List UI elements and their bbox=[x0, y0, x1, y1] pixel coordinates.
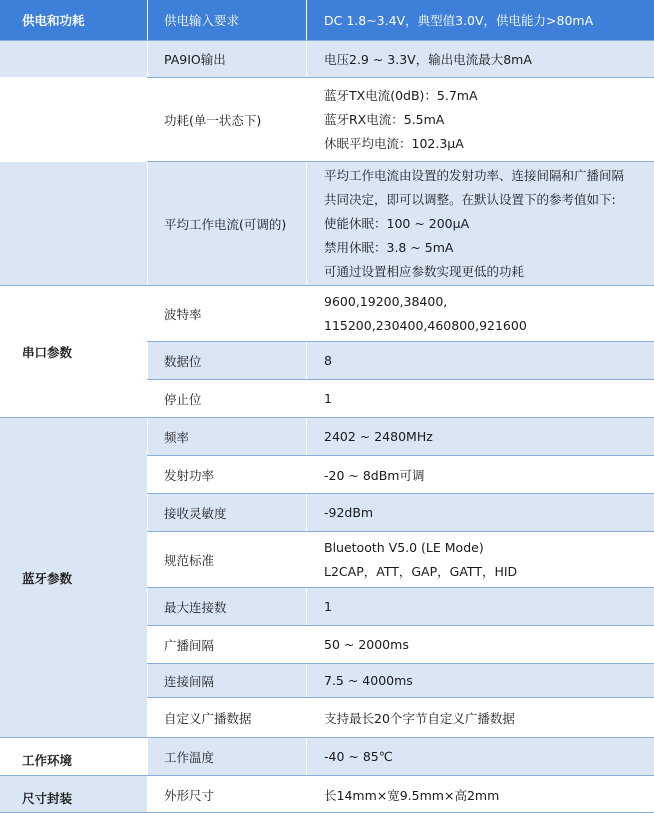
bluetooth-category: 蓝牙参数 bbox=[0, 418, 147, 737]
bt-row-label: 最大连接数 bbox=[147, 588, 306, 625]
row-divider bbox=[147, 531, 654, 532]
power-group-band-2 bbox=[0, 78, 147, 161]
consumption-line: 蓝牙RX电流：5.5mA bbox=[324, 111, 445, 127]
header-param: 供电输入要求 bbox=[147, 0, 306, 40]
power-group-band-1 bbox=[0, 40, 147, 77]
package-category: 尺寸封装 bbox=[0, 776, 147, 813]
bt-row-value: 2402 ~ 2480MHz bbox=[306, 418, 654, 455]
avg-current-line: 平均工作电流由设置的发射功率、连接间隔和广播间隔 bbox=[324, 167, 625, 183]
row-divider bbox=[0, 417, 654, 418]
power-group-band-3 bbox=[0, 162, 147, 285]
bt-row-value: -20 ~ 8dBm可调 bbox=[306, 456, 654, 493]
consumption-label: 功耗(单一状态下) bbox=[147, 78, 306, 161]
value-line: 115200,230400,460800,921600 bbox=[324, 317, 527, 333]
bt-row-label: 广播间隔 bbox=[147, 626, 306, 663]
value-line: 9600,19200,38400, bbox=[324, 293, 448, 309]
serial-row-label: 波特率 bbox=[147, 286, 306, 341]
header-category: 供电和功耗 bbox=[0, 0, 147, 40]
serial-row-label: 停止位 bbox=[147, 380, 306, 417]
avg-current-label: 平均工作电流(可调的) bbox=[147, 162, 306, 285]
bt-row-value: 50 ~ 2000ms bbox=[306, 626, 654, 663]
pa9io-value: 电压2.9 ~ 3.3V，输出电流最大8mA bbox=[306, 40, 654, 77]
avg-current-line: 使能休眠：100 ~ 200μA bbox=[324, 215, 470, 231]
row-divider bbox=[147, 161, 654, 162]
value-line: Bluetooth V5.0 (LE Mode) bbox=[324, 539, 484, 555]
bt-row-label: 连接间隔 bbox=[147, 664, 306, 697]
pa9io-label: PA9IO输出 bbox=[147, 40, 306, 77]
header-value: DC 1.8~3.4V，典型值3.0V，供电能力>80mA bbox=[306, 0, 654, 40]
environment-category: 工作环境 bbox=[0, 738, 147, 775]
serial-category: 串口参数 bbox=[0, 286, 147, 417]
bt-row-value: 7.5 ~ 4000ms bbox=[306, 664, 654, 697]
avg-current-line: 可通过设置相应参数实现更低的功耗 bbox=[324, 263, 525, 279]
avg-current-line: 禁用休眠：3.8 ~ 5mA bbox=[324, 239, 454, 255]
row-divider bbox=[0, 40, 654, 41]
environment-value: -40 ~ 85℃ bbox=[306, 738, 654, 775]
row-divider bbox=[147, 493, 654, 494]
row-divider bbox=[147, 379, 654, 380]
serial-row-value: 1 bbox=[306, 380, 654, 417]
consumption-value bbox=[306, 78, 654, 161]
bt-row-label: 频率 bbox=[147, 418, 306, 455]
bt-row-label: 自定义广播数据 bbox=[147, 698, 306, 737]
bt-row-label: 发射功率 bbox=[147, 456, 306, 493]
bt-row-value: -92dBm bbox=[306, 494, 654, 531]
row-divider bbox=[147, 341, 654, 342]
bt-row-value bbox=[306, 532, 654, 587]
row-divider bbox=[147, 455, 654, 456]
row-divider bbox=[0, 285, 654, 286]
row-divider bbox=[147, 587, 654, 588]
row-divider bbox=[147, 663, 654, 664]
bt-row-value: 1 bbox=[306, 588, 654, 625]
package-value: 长14mm×宽9.5mm×高2mm bbox=[306, 776, 654, 813]
bt-row-value: 支持最长20个字节自定义广播数据 bbox=[306, 698, 654, 737]
consumption-line: 休眠平均电流：102.3μA bbox=[324, 135, 464, 151]
serial-row-value bbox=[306, 286, 654, 341]
bt-row-label: 接收灵敏度 bbox=[147, 494, 306, 531]
package-label: 外形尺寸 bbox=[147, 776, 306, 813]
row-divider bbox=[0, 775, 654, 776]
row-divider bbox=[147, 697, 654, 698]
row-divider bbox=[147, 77, 654, 78]
serial-row-value: 8 bbox=[306, 342, 654, 379]
serial-row-label: 数据位 bbox=[147, 342, 306, 379]
avg-current-line: 共同决定，即可以调整。在默认设置下的参考值如下: bbox=[324, 191, 616, 207]
bt-row-label: 规范标准 bbox=[147, 532, 306, 587]
value-line: L2CAP，ATT，GAP，GATT，HID bbox=[324, 563, 518, 579]
row-divider bbox=[0, 737, 654, 738]
environment-label: 工作温度 bbox=[147, 738, 306, 775]
consumption-line: 蓝牙TX电流(0dB)：5.7mA bbox=[324, 87, 478, 103]
avg-current-value bbox=[306, 162, 654, 285]
row-divider bbox=[147, 625, 654, 626]
